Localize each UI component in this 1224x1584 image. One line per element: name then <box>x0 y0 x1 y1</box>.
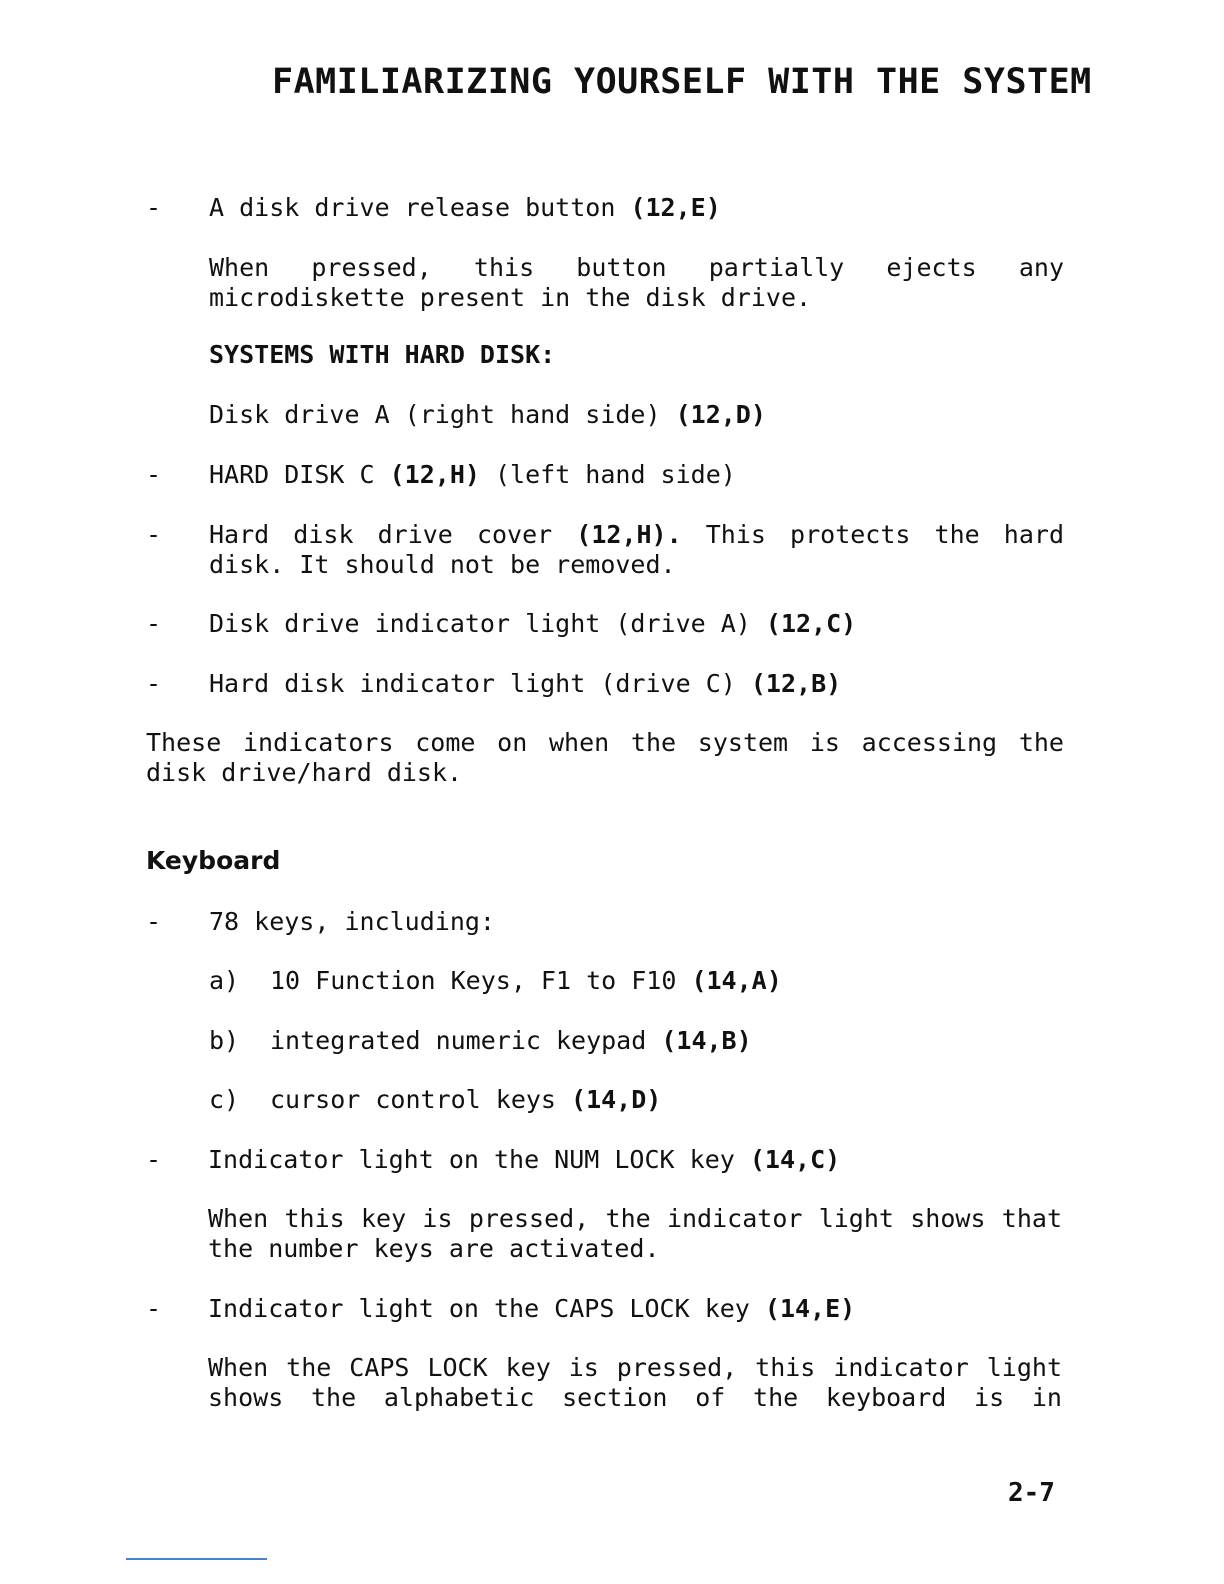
figure-reference: (14,D) <box>571 1085 662 1114</box>
bullet-dash: - <box>146 520 162 549</box>
num-lock-description: When this key is pressed, the indicator light shows that the number keys are activated. <box>208 1204 1062 1263</box>
keyboard-heading: Keyboard <box>146 846 281 875</box>
figure-reference: (12,D) <box>675 400 766 429</box>
figure-reference: (12,C) <box>765 609 857 638</box>
item-text: Disk drive indicator light (drive A) <box>209 609 766 638</box>
drive-cover-item <box>209 520 1064 580</box>
item-text: Hard disk drive cover <box>209 520 577 549</box>
bullet-dash: - <box>146 1145 162 1174</box>
caps-lock-item <box>208 1294 855 1324</box>
keys-item: 78 keys, including: <box>209 907 495 936</box>
sub-item-label: a) <box>209 966 240 995</box>
page-header-title: FAMILIARIZING YOURSELF WITH THE SYSTEM <box>272 62 1092 102</box>
figure-reference: (12,B) <box>750 669 842 698</box>
systems-with-hard-disk-heading: SYSTEMS WITH HARD DISK: <box>209 340 556 369</box>
numeric-keypad-item <box>270 1026 752 1056</box>
figure-reference: (12,H) <box>389 460 480 489</box>
bullet-dash: - <box>146 1294 162 1323</box>
item-text: Indicator light on the NUM LOCK key <box>208 1145 750 1174</box>
item-text: Indicator light on the CAPS LOCK key <box>208 1294 765 1323</box>
figure-reference: (14,B) <box>661 1026 752 1055</box>
footer-rule <box>126 1558 267 1560</box>
bullet-dash: - <box>146 193 162 222</box>
bullet-dash: - <box>146 460 162 489</box>
figure-reference: (14,E) <box>764 1294 856 1323</box>
figure-reference: (14,C) <box>749 1145 841 1174</box>
drive-a-item <box>209 400 766 430</box>
num-lock-item <box>208 1145 840 1175</box>
release-button-description: When pressed, this button partially ejects any microdiskette present in the disk drive. <box>209 253 1064 312</box>
bullet-dash: - <box>146 669 162 698</box>
hard-disk-c-item <box>209 460 736 490</box>
hard-indicator-item <box>209 669 841 699</box>
function-keys-item <box>270 966 782 996</box>
page-number: 2-7 <box>1008 1478 1055 1508</box>
figure-reference: (12,H). <box>576 520 682 549</box>
item-text: A disk drive release button <box>209 193 631 222</box>
item-text: This protects the hard disk. It should not be removed. <box>209 520 1064 579</box>
item-text: cursor control keys <box>270 1085 572 1114</box>
figure-reference: (14,A) <box>691 966 782 995</box>
sub-item-label: b) <box>209 1026 240 1055</box>
bullet-dash: - <box>146 907 162 936</box>
item-text: 10 Function Keys, F1 to F10 <box>270 966 692 995</box>
disk-indicator-item <box>209 609 856 639</box>
caps-lock-description: When the CAPS LOCK key is pressed, this indicator light shows the alphabetic section of the keyboard is in <box>208 1353 1062 1412</box>
item-text: Hard disk indicator light (drive C) <box>209 669 751 698</box>
release-button-item <box>209 193 721 223</box>
indicators-description: These indicators come on when the system is accessing the disk drive/hard disk. <box>146 728 1064 787</box>
item-text: (left hand side) <box>479 460 736 489</box>
item-text: Disk drive A (right hand side) <box>209 400 676 429</box>
figure-reference: (12,E) <box>630 193 721 222</box>
item-text: integrated numeric keypad <box>270 1026 662 1055</box>
sub-item-label: c) <box>209 1085 240 1114</box>
cursor-keys-item <box>270 1085 661 1115</box>
item-text: HARD DISK C <box>209 460 390 489</box>
bullet-dash: - <box>146 609 162 638</box>
